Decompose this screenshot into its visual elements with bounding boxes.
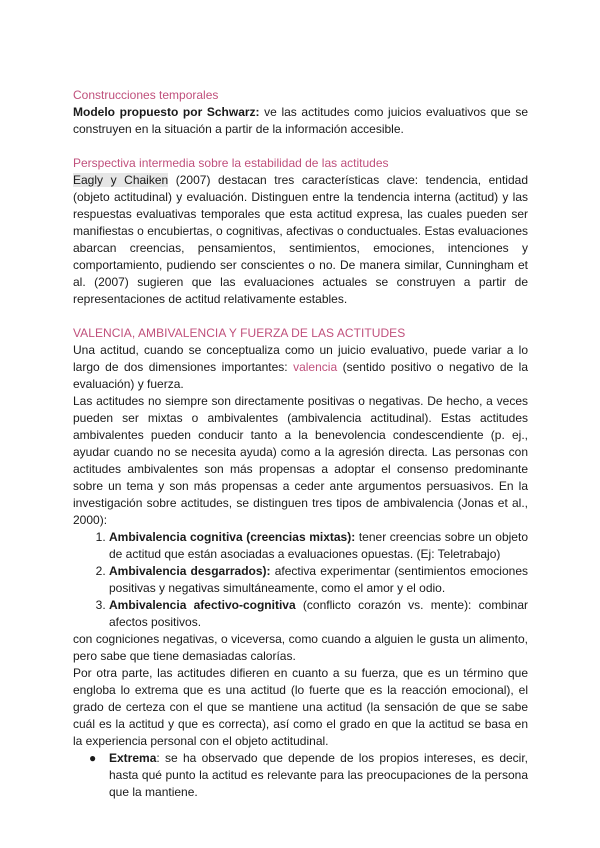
section-heading-construcciones: Construcciones temporales (73, 88, 219, 102)
paragraph-cogniciones: con cogniciones negativas, o viceversa, como cuando a alguien le gusta un alimento, pero sabe que tiene demasiadas calorías. (73, 632, 528, 663)
list-item: 3. Ambivalencia afectivo-cognitiva (conflicto corazón vs. mente): combinar afectos positivos. (109, 597, 528, 631)
list-item: 1. Ambivalencia cognitiva (creencias mixtas): tener creencias sobre un objeto de actitud que están asociadas a evaluaciones opuestas. (Ej: Teletrabajo) (109, 529, 528, 563)
paragraph-valencia-intro: Una actitud, cuando se conceptualiza como un juicio evaluativo, puede variar a lo largo de dos dimensiones importantes: valencia (sentido positivo o negativo de la evaluación) y fuerza. (73, 343, 528, 391)
paragraph-fuerza: Por otra parte, las actitudes difieren en cuanto a su fuerza, que es un término que engloba lo extrema que es una actitud (lo fuerte que es la reacción emocional), el grado de certeza con el que se mantiene una actitud (la sensación de que se sabe cuál es la actitud y que es correcta), así como el grado en que la actitud se basa en la experiencia personal con el objeto actitudinal. (73, 666, 528, 748)
list-item: 2. Ambivalencia desgarrados): afectiva experimentar (sentimientos emociones positivas y negativas simultáneamente, como el amor y el odio. (109, 563, 528, 597)
text-eagly-chaiken: (2007) destacan tres características clave: tendencia, entidad (objeto actitudinal) y evaluación. Distinguen entre la tendencia interna (actitud) y las respuestas evaluativas temporales que esta actitud expresa, las cuales pueden ser manifiestas o encubiertas, o cognitivas, afectivas o conductuales. Estas evaluaciones abarcan creencias, pensamientos, sentimientos, emociones, intenciones y comportamiento, pudiendo ser conscientes o no. De manera similar, Cunningham et al. (2007) sugieren que las evaluaciones actuales se construyen a partir de representaciones de actitud relativamente estables. (73, 173, 528, 306)
bullet-icon: ● (89, 751, 97, 765)
list-item: ● Extrema: se ha observado que depende de los propios intereses, es decir, hasta qué punto la actitud es relevante para las preocupaciones de la persona que la mantiene. (89, 751, 528, 799)
term-valencia: valencia (293, 360, 338, 374)
paragraph-schwarz (73, 104, 528, 138)
paragraph-eagly-chaiken (73, 172, 528, 308)
text-schwarz: ve las actitudes como juicios evaluativos que se construyen en la situación a partir de la información accesible. (73, 105, 528, 136)
term-modelo-schwarz: Modelo propuesto por Schwarz: (73, 105, 260, 119)
paragraph-ambivalencia: Las actitudes no siempre son directamente positivas o negativas. De hecho, a veces pueden ser mixtas o ambivalentes (ambivalencia actitudinal). Estas actitudes ambivalentes pueden conducir tanto a la benevolencia condescendiente (p. ej., ayudar cuando no se necesita ayuda) como a la agresión directa. Las personas con actitudes ambivalentes son más propensas a adoptar el consenso predominante sobre un tema y son más propensas a ceder ante argumentos persuasivos. En la investigación sobre actitudes, se distinguen tres tipos de ambivalencia (Jonas et al., 2000): (73, 394, 528, 527)
ambivalence-types-list (73, 529, 528, 631)
section-heading-valencia: VALENCIA, AMBIVALENCIA Y FUERZA DE LAS ACTITUDES (73, 326, 406, 340)
section-heading-perspectiva: Perspectiva intermedia sobre la estabilidad de las actitudes (73, 156, 389, 170)
highlighted-authors: Eagly y Chaiken (73, 173, 169, 187)
strength-bullets-list (73, 750, 528, 801)
